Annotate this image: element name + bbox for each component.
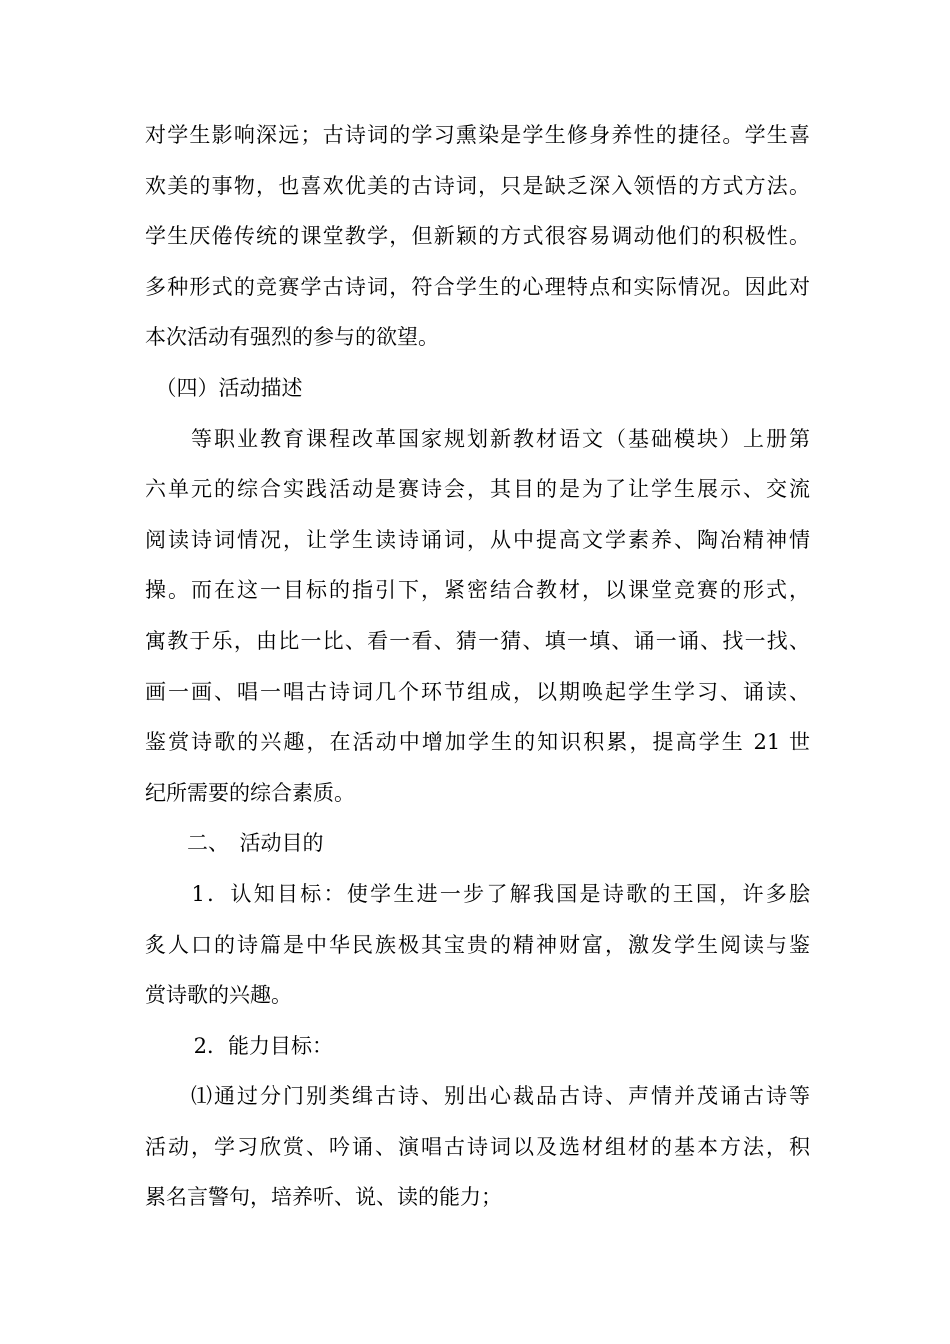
paragraph-line: 学生厌倦传统的课堂教学，但新颖的方式很容易调动他们的积极性。: [145, 224, 810, 249]
paragraph-line: 1．认知目标：使学生进一步了解我国是诗歌的王国，许多脍: [145, 881, 810, 906]
paragraph-line: 阅读诗词情况，让学生读诗诵词，从中提高文学素养、陶冶精神情: [145, 527, 810, 552]
paragraph-line: 欢美的事物，也喜欢优美的古诗词，只是缺乏深入领悟的方式方法。: [145, 173, 810, 198]
paragraph-line: 活动，学习欣赏、吟诵、演唱古诗词以及选材组材的基本方法，积: [145, 1134, 810, 1159]
section-heading: （四）活动描述: [145, 375, 303, 400]
paragraph-line: 操。而在这一目标的指引下，紧密结合教材，以课堂竞赛的形式，: [145, 578, 810, 603]
paragraph-line: 炙人口的诗篇是中华民族极其宝贵的精神财富，激发学生阅读与鉴: [145, 932, 810, 957]
document-body: [145, 110, 810, 1223]
section-heading: 二、 活动目的: [145, 831, 324, 856]
paragraph-line: ⑴通过分门别类缉古诗、别出心裁品古诗、声情并茂诵古诗等: [145, 1084, 810, 1109]
paragraph-line: 六单元的综合实践活动是赛诗会，其目的是为了让学生展示、交流: [145, 477, 810, 502]
paragraph-line: 画一画、唱一唱古诗词几个环节组成，以期唤起学生学习、诵读、: [145, 679, 810, 704]
paragraph-line: 本次活动有强烈的参与的欲望。: [145, 325, 439, 350]
paragraph-line: 等职业教育课程改革国家规划新教材语文（基础模块）上册第: [145, 426, 810, 451]
paragraph-line: 寓教于乐，由比一比、看一看、猜一猜、填一填、诵一诵、找一找、: [145, 628, 810, 653]
paragraph-line: 纪所需要的综合素质。: [145, 780, 355, 805]
paragraph-line: 对学生影响深远；古诗词的学习熏染是学生修身养性的捷径。学生喜: [145, 123, 810, 147]
paragraph-line: 多种形式的竞赛学古诗词，符合学生的心理特点和实际情况。因此对: [145, 274, 810, 299]
paragraph-line: 赏诗歌的兴趣。: [145, 983, 292, 1008]
paragraph-line: 累名言警句，培养听、说、读的能力；: [145, 1185, 502, 1210]
subsection-heading: 2．能力目标：: [145, 1033, 334, 1058]
paragraph-line: 鉴赏诗歌的兴趣，在活动中增加学生的知识积累，提高学生 21 世: [145, 730, 810, 755]
